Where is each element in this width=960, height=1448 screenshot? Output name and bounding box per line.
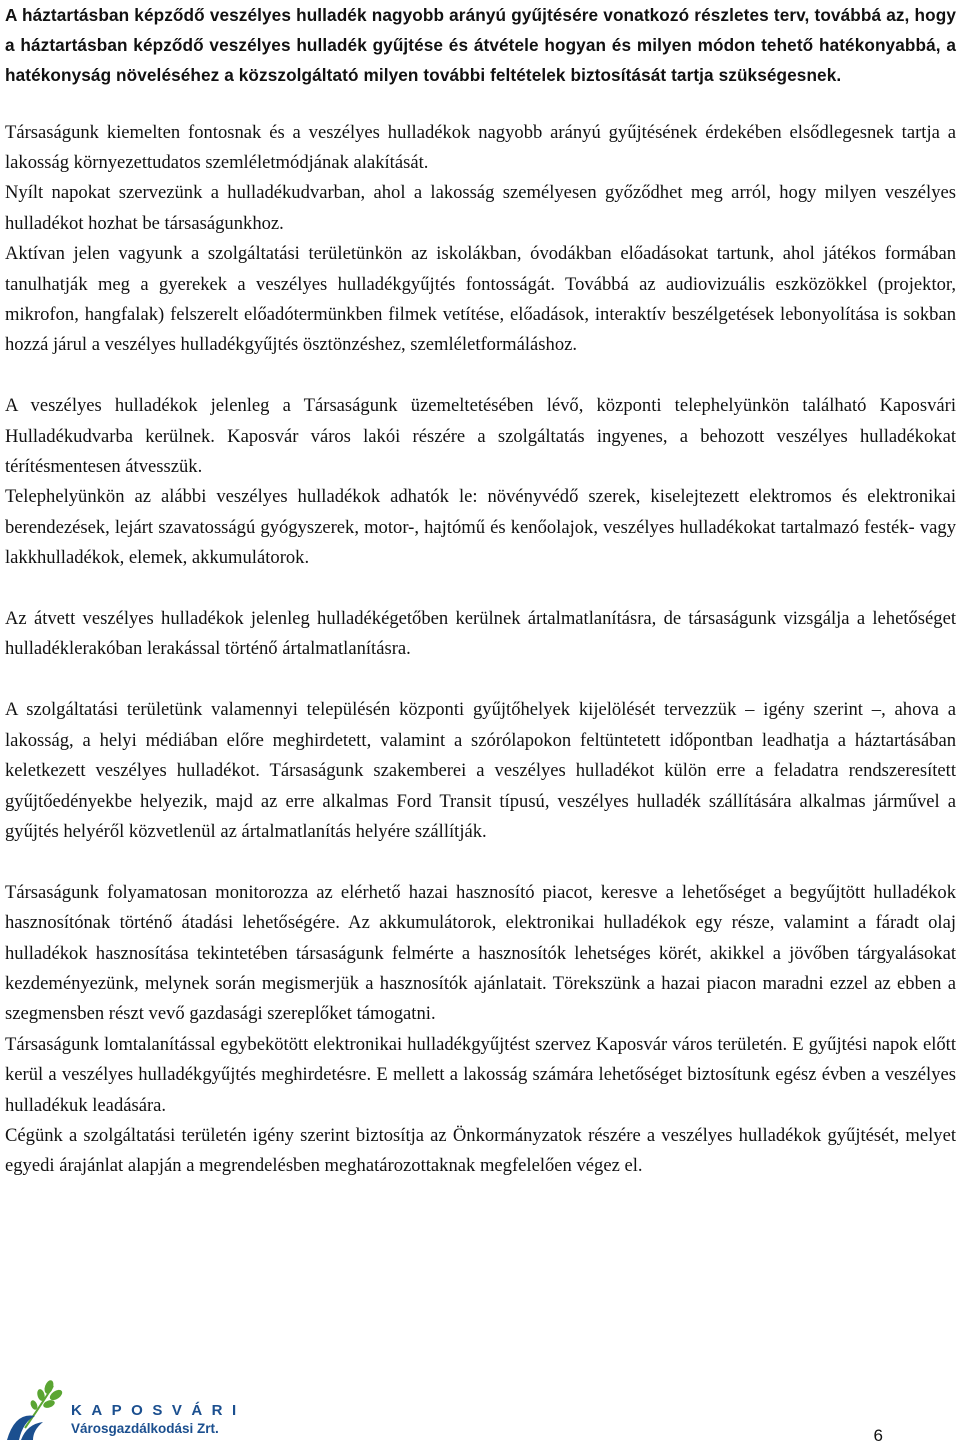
- paragraph: A veszélyes hulladékok jelenleg a Társaságunk üzemeltetésében lévő, központi telephelyünkön található Kaposvári Hulladékudvarba kerülnek. Kaposvár város lakói részére a szolgáltatás ingyenes, a behozott veszélyes hulladékokat térítésmentesen átvesszük.: [5, 395, 956, 478]
- paragraph: Az átvett veszélyes hulladékok jelenleg hulladékégetőben kerülnek ártalmatlanításra, de társaságunk vizsgálja a lehetőséget hulladéklerakóban lerakással történő ártalmatlanításra.: [5, 608, 956, 660]
- section-heading: A háztartásban képződő veszélyes hulladék nagyobb arányú gyűjtésére vonatkozó részletes terv, továbbá az, hogy a háztartásban képződő veszélyes hulladék gyűjtése és átvétele hogyan és milyen módon tehető hatékonyabbá, a hatékonyság növeléséhez a közszolgáltató milyen további feltételek biztosítását tartja szükségesnek.: [5, 5, 956, 86]
- paragraph: Nyílt napokat szervezünk a hulladékudvarban, ahol a lakosság személyesen győződhet meg arról, hogy milyen veszélyes hulladékot hozhat be társaságunkhoz.: [5, 182, 956, 234]
- logo-wordmark: KAPOSVÁRI: [71, 1402, 246, 1419]
- paragraph: Társaságunk lomtalanítással egybekötött elektronikai hulladékgyűjtést szervez Kaposvár város területén. E gyűjtési napok előtt kerül a veszélyes hulladékgyűjtés meghirdetésre. E mellett a lakosság számára lehetőséget biztosítunk egész évben a veszélyes hulladékuk leadására.: [5, 1033, 956, 1116]
- logo-subtitle: Városgazdálkodási Zrt.: [71, 1421, 219, 1436]
- paragraph: Társaságunk folyamatosan monitorozza az elérhető hazai hasznosító piacot, keresve a lehetőséget a begyűjtött hulladékok hasznosítónak történő átadási lehetőségére. Az akkumulátorok, elektronikai hulladékok egy része, valamint a fáradt olaj hulladékok hasznosítása tekintetében társaságunk felmérte a hasznosítók lehetséges körét, akikkel a jövőben tárgyalásokat kezdeményezünk, melynek során megismerjük a hasznosítók ajánlatait. Törekszünk a hazai piacon maradni ezzel az ebben a szegmensben részt vevő gazdasági szereplőket támogatni.: [5, 881, 956, 1025]
- document-body: [5, 0, 956, 1182]
- paragraph: Cégünk a szolgáltatási területén igény szerint biztosítja az Önkormányzatok részére a veszélyes hulladékok gyűjtését, melyet egyedi árajánlat alapján a megrendelésben meghatározottaknak megfelelően végez el.: [5, 1124, 956, 1177]
- paragraph: Társaságunk kiemelten fontosnak és a veszélyes hulladékok nagyobb arányú gyűjtésének érdekében elsődlegesnek tartja a lakosság környezettudatos szemléletmódjának alakítását.: [5, 121, 956, 174]
- paragraph: Telephelyünkön az alábbi veszélyes hulladékok adhatók le: növényvédő szerek, kiselejtezett elektromos és elektronikai berendezések, lejárt szavatosságú gyógyszerek, motor-, hajtómű és kenőolajok, veszélyes hulladékokat tartalmazó festék- vagy lakkhulladékok, elemek, akkumulátorok.: [5, 486, 956, 569]
- page-number: 6: [873, 1426, 883, 1445]
- paragraph: A szolgáltatási területünk valamennyi településén központi gyűjtőhelyek kijelölését tervezzük – igény szerint –, ahova a lakosság, a helyi médiában előre meghirdetett, valamint a szórólapokon feltüntetett időpontban leadhatja a háztartásában keletkezett veszélyes hulladékot. Társaságunk szakemberei a veszélyes hulladékot külön erre a feladatra rendszeresített gyűjtőedényekbe helyezik, majd az erre alkalmas Ford Transit típusú, veszélyes hulladék szállítására alkalmas járművel a gyűjtés helyéről közvetlenül az ártalmatlanítás helyére szállítják.: [5, 699, 956, 842]
- leaf-mark-icon: [5, 1378, 67, 1442]
- paragraph: Aktívan jelen vagyunk a szolgáltatási területünkön az iskolákban, óvodákban előadásokat tartunk, ahol játékos formában tanulhatják meg a gyerekek a veszélyes hulladékgyűjtés fontosságát. Továbbá az audiovizuális eszközökkel (projektor, mikrofon, hangfalak) felszerelt előadótermünkben filmek vetítése, előadások, interaktív beszélgetések lebonyolítása is sokban hozzá járul a veszélyes hulladékgyűjtés ösztönzéshez, szemléletformáláshoz.: [5, 243, 956, 356]
- company-logo: [5, 1378, 255, 1444]
